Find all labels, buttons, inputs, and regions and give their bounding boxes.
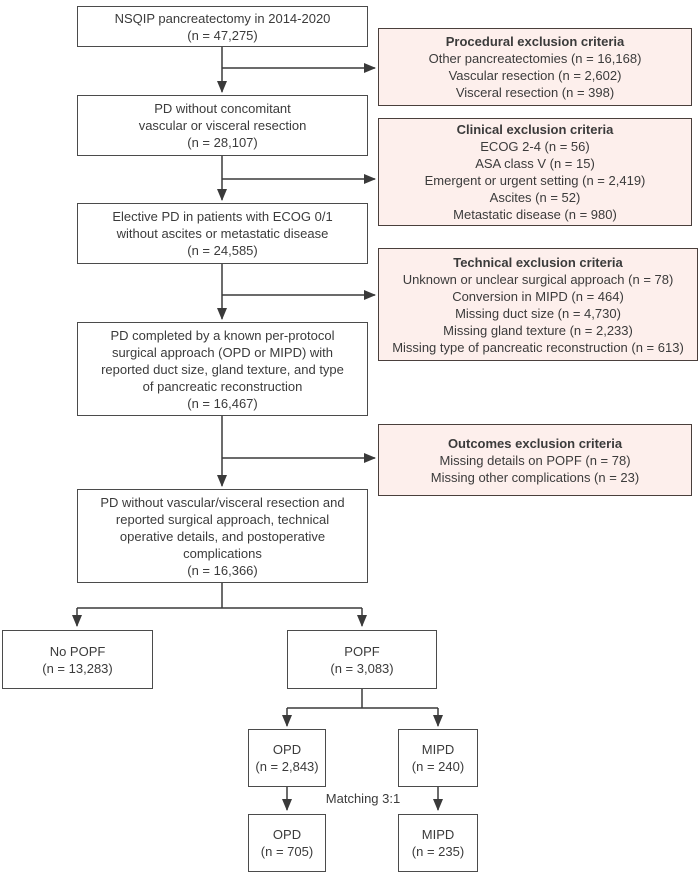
box-line: (n = 24,585) — [187, 243, 258, 258]
box-line: reported surgical approach, technical — [115, 511, 330, 527]
box-pd-per-protocol — [77, 322, 368, 416]
box-elective-pd — [77, 203, 368, 264]
exclusion-box-technical — [378, 248, 698, 361]
exclusion-item: ECOG 2-4 (n = 56) — [480, 139, 590, 154]
exclusion-box-outcomes — [378, 424, 692, 496]
box-line: reported duct size, gland texture, and type — [101, 361, 344, 377]
box-opd-unmatched — [248, 729, 326, 787]
box-line: (n = 235) — [411, 844, 465, 859]
box-line: MIPD — [421, 827, 455, 842]
box-nsqip-cohort — [77, 6, 368, 47]
exclusion-item: Conversion in MIPD (n = 464) — [452, 288, 624, 304]
box-line: vascular or visceral resection — [138, 118, 307, 133]
box-line: (n = 16,366) — [187, 562, 258, 578]
exclusion-item: Missing details on POPF (n = 78) — [439, 452, 631, 468]
exclusion-item: Missing duct size (n = 4,730) — [455, 305, 621, 321]
box-line: Elective PD in patients with ECOG 0/1 — [112, 209, 333, 224]
box-line: complications — [183, 545, 262, 561]
box-line: (n = 3,083) — [330, 660, 394, 676]
box-line: (n = 2,843) — [255, 759, 319, 774]
exclusion-item: Visceral resection (n = 398) — [455, 85, 615, 100]
box-line: OPD — [272, 742, 302, 757]
box-line: operative details, and postoperative — [119, 528, 326, 544]
exclusion-box-procedural — [378, 28, 692, 106]
box-mipd-matched — [398, 814, 478, 872]
exclusion-box-clinical — [378, 118, 692, 226]
exclusion-item: Missing type of pancreatic reconstruction (n = 613) — [392, 339, 684, 355]
box-popf — [287, 630, 437, 689]
exclusion-title: Clinical exclusion criteria — [456, 122, 614, 137]
box-line: without ascites or metastatic disease — [116, 226, 329, 241]
box-line: OPD — [272, 827, 302, 842]
box-line: (n = 28,107) — [187, 135, 258, 150]
box-line: (n = 47,275) — [187, 27, 258, 43]
box-line: NSQIP pancreatectomy in 2014-2020 — [114, 10, 331, 26]
box-opd-matched — [248, 814, 326, 872]
exclusion-item: ASA class V (n = 15) — [475, 156, 595, 171]
box-line: PD completed by a known per-protocol — [110, 327, 335, 343]
exclusion-title: Outcomes exclusion criteria — [447, 435, 623, 451]
box-line: MIPD — [421, 742, 455, 757]
box-line: (n = 16,467) — [187, 395, 258, 411]
box-no-popf — [2, 630, 153, 689]
exclusion-item: Ascites (n = 52) — [489, 190, 581, 205]
exclusion-item: Unknown or unclear surgical approach (n = 78) — [402, 271, 674, 287]
exclusion-item: Emergent or urgent setting (n = 2,419) — [424, 173, 646, 188]
box-line: (n = 705) — [260, 844, 314, 859]
box-line: No POPF — [49, 643, 106, 659]
box-line: POPF — [344, 643, 380, 659]
box-line: surgical approach (OPD or MIPD) with — [111, 344, 334, 360]
box-pd-without-vascular-visceral — [77, 95, 368, 156]
exclusion-item: Missing gland texture (n = 2,233) — [443, 322, 633, 338]
exclusion-title: Technical exclusion criteria — [453, 254, 623, 270]
box-line: PD without concomitant — [154, 101, 291, 116]
box-line: of pancreatic reconstruction — [142, 378, 303, 394]
exclusion-item: Missing other complications (n = 23) — [430, 469, 640, 485]
exclusion-item: Metastatic disease (n = 980) — [453, 207, 617, 222]
exclusion-item: Vascular resection (n = 2,602) — [448, 68, 622, 83]
matching-ratio-label: Matching 3:1 — [325, 791, 401, 806]
box-line: PD without vascular/visceral resection and — [100, 494, 345, 510]
box-mipd-unmatched — [398, 729, 478, 787]
exclusion-title: Procedural exclusion criteria — [445, 34, 625, 49]
box-line: (n = 240) — [411, 759, 465, 774]
exclusion-item: Other pancreatectomies (n = 16,168) — [428, 51, 642, 66]
box-pd-analytic-cohort — [77, 489, 368, 583]
box-line: (n = 13,283) — [42, 660, 113, 676]
